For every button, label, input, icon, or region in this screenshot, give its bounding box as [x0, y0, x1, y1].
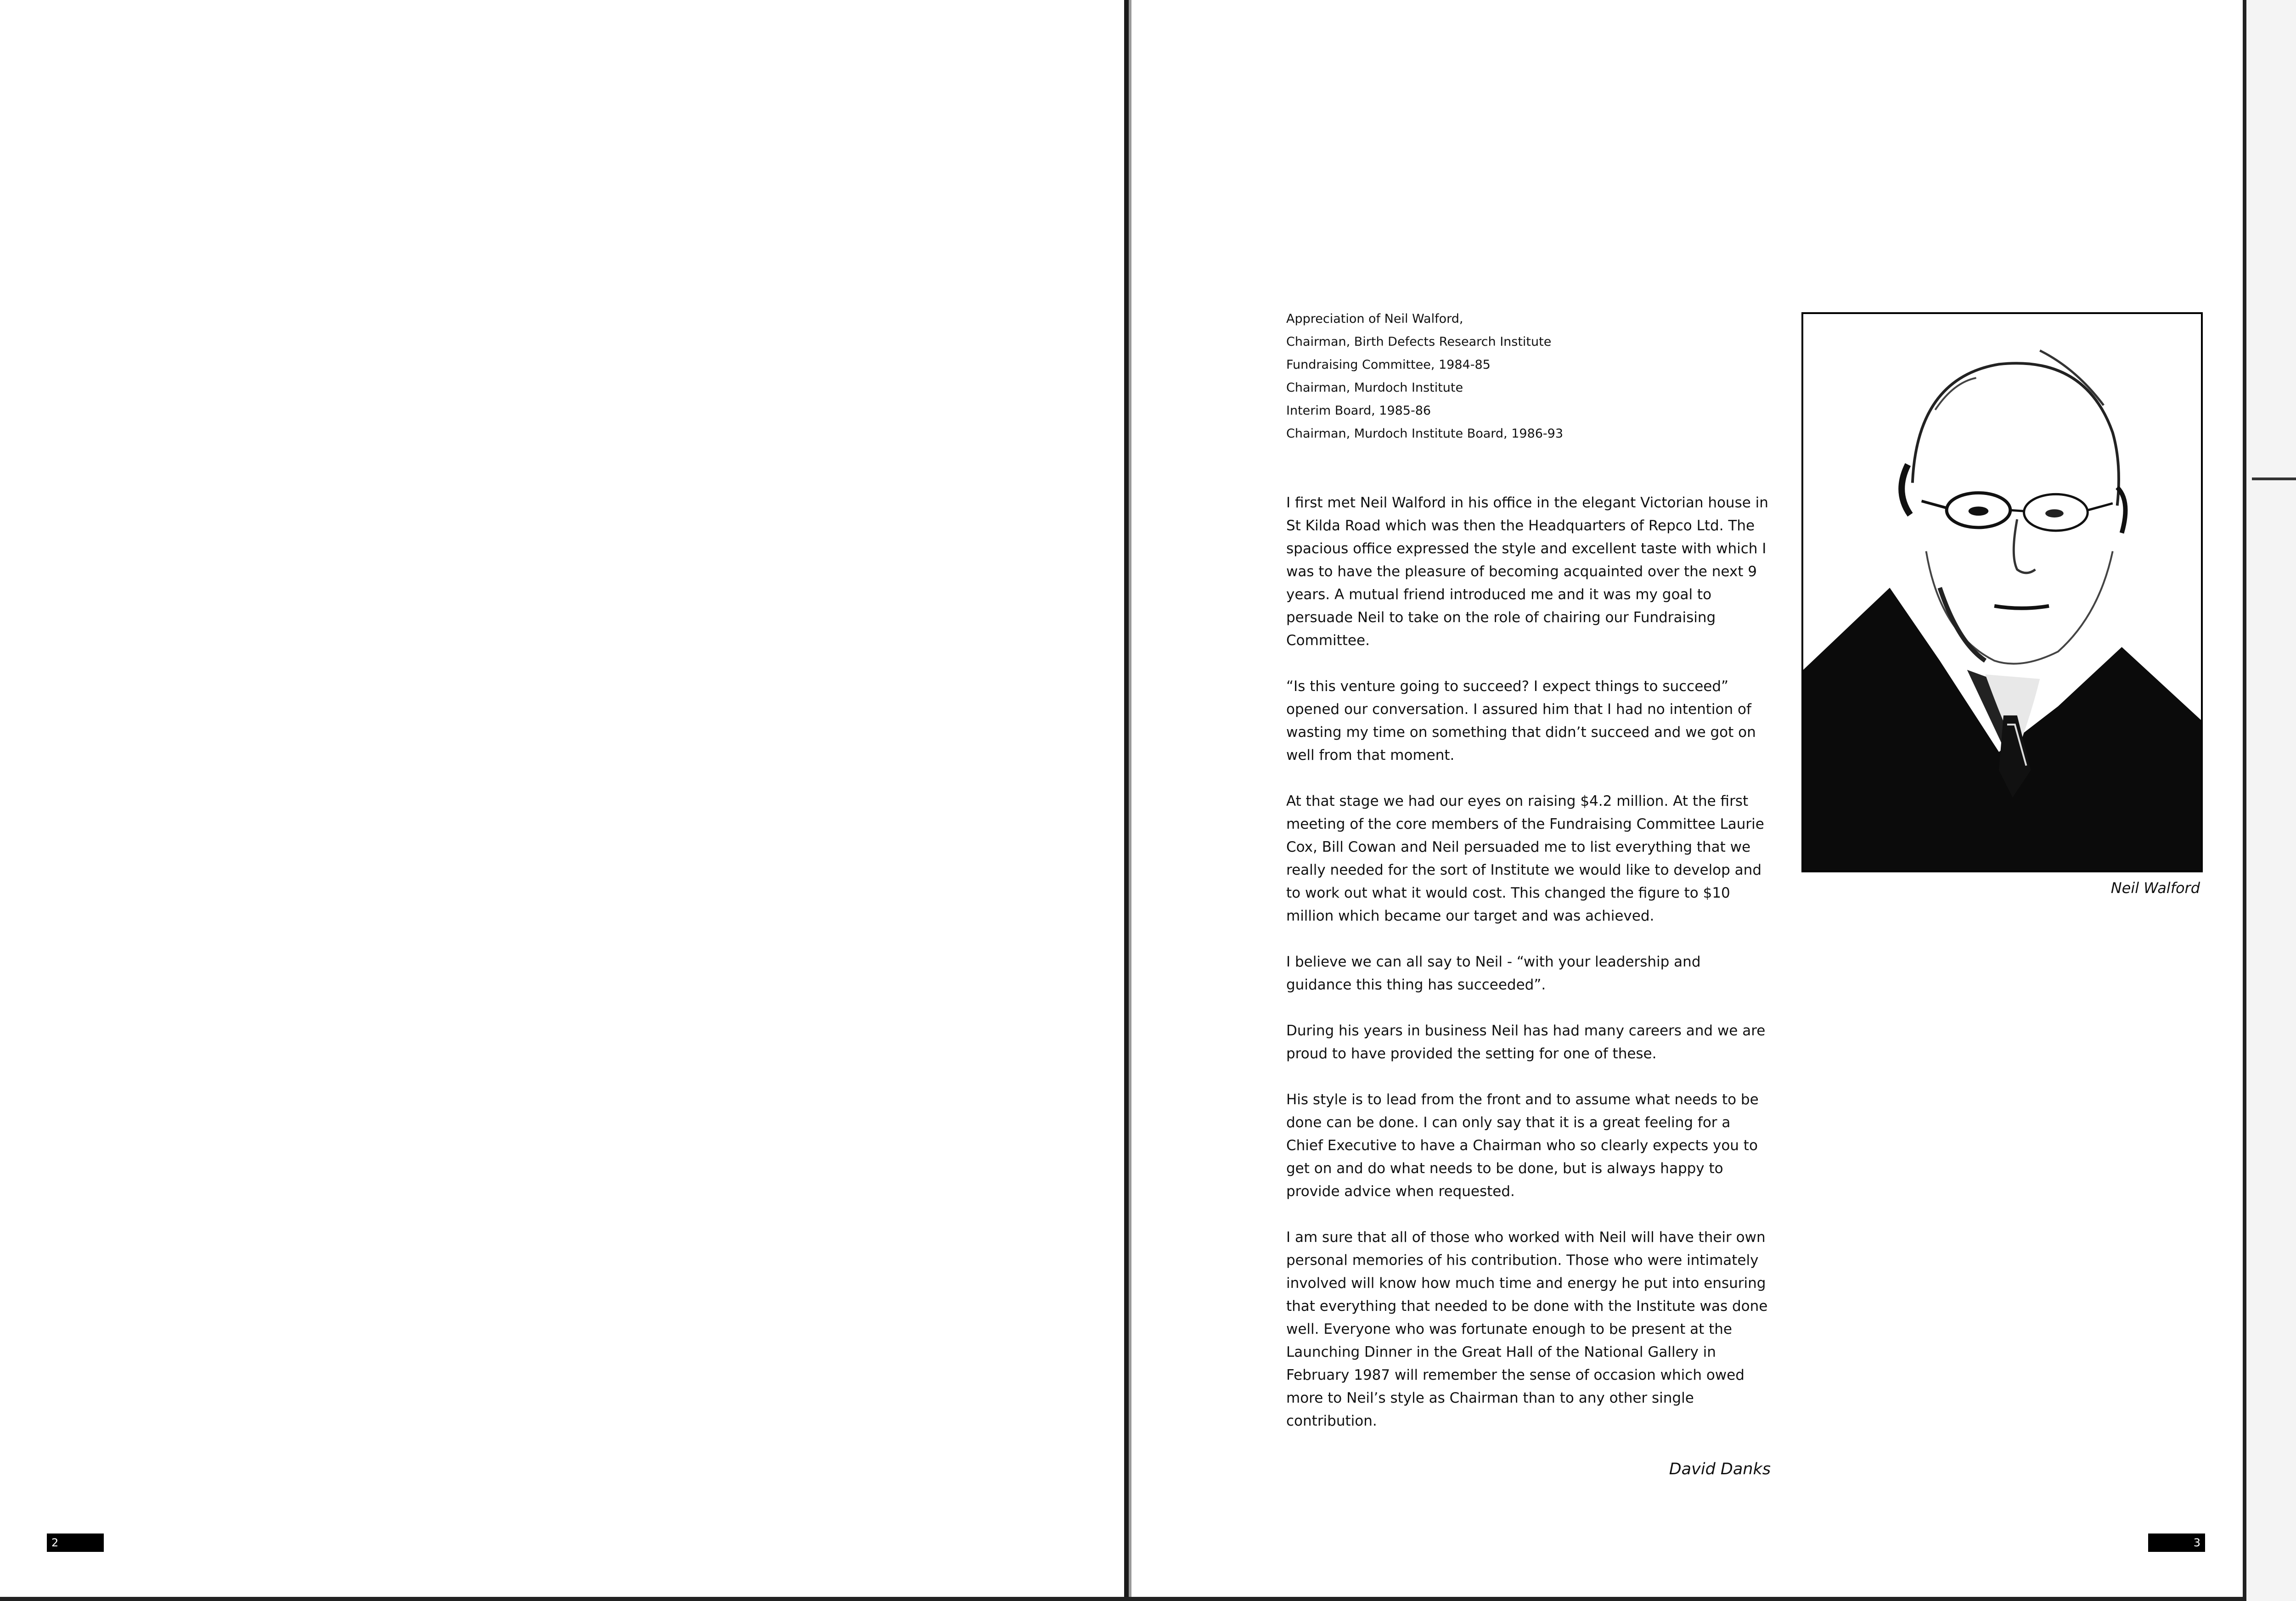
- paragraph: His style is to lead from the front and to assume what needs to be done can be done. I can only say that it is a great feeling for a Chief Executive to have a Chairman who so clearly expects you to get on and do what needs to be done, but is always happy to provide advice when requested.: [1286, 1091, 1759, 1200]
- appreciation-heading: [1286, 308, 1699, 445]
- portrait-photo: [1801, 312, 2203, 872]
- photo-caption: Neil Walford: [2110, 879, 2200, 897]
- scan-edge-line: [2252, 477, 2296, 480]
- heading-line: Interim Board, 1985-86: [1286, 404, 1431, 418]
- paragraph: I believe we can all say to Neil - “with your leadership and guidance this thing has succeeded”.: [1286, 954, 1701, 993]
- bottom-edge: [0, 1597, 2246, 1601]
- page-number-right: 3: [2148, 1534, 2205, 1552]
- page-number-left: 2: [47, 1534, 104, 1552]
- heading-line: Chairman, Murdoch Institute: [1286, 381, 1463, 395]
- page-edge: [2243, 0, 2246, 1601]
- signature: David Danks: [1669, 1460, 1771, 1478]
- left-page: [0, 0, 1127, 1601]
- scan-edge-strip: [2246, 0, 2296, 1601]
- heading-line: Appreciation of Neil Walford,: [1286, 312, 1463, 326]
- portrait-illustration: [1803, 314, 2201, 871]
- heading-line: Chairman, Birth Defects Research Institute: [1286, 335, 1552, 349]
- paragraph: At that stage we had our eyes on raising $4.2 million. At the first meeting of the core members of the Fundraising Committee Laurie Cox, Bill Cowan and Neil persuaded me to list everything that we really needed for the sort of Institute we would like to develop and to work out what it would cost. This changed the figure to $10 million which became our target and was achieved.: [1286, 793, 1764, 924]
- heading-line: Chairman, Murdoch Institute Board, 1986-93: [1286, 427, 1564, 441]
- body-text: [1286, 491, 1768, 1455]
- book-gutter: [1124, 0, 1129, 1601]
- heading-line: Fundraising Committee, 1984-85: [1286, 358, 1491, 372]
- paragraph: I first met Neil Walford in his office in the elegant Victorian house in St Kilda Road which was then the Headquarters of Repco Ltd. The spacious office expressed the style and excellent taste with which I was to have the pleasure of becoming acquainted over the next 9 years. A mutual friend introduced me and it was my goal to persuade Neil to take on the role of chairing our Fundraising Committee.: [1286, 494, 1768, 649]
- paragraph: I am sure that all of those who worked with Neil will have their own personal memories of his contribution. Those who were intimately involved will know how much time and energy he put into ensuring that everything that needed to be done with the Institute was done well. Everyone who was fortunate enough to be present at the Launching Dinner in the Great Hall of the National Gallery in February 1987 will remember the sense of occasion which owed more to Neil’s style as Chairman than to any other single contribution.: [1286, 1229, 1768, 1429]
- paragraph: “Is this venture going to succeed? I expect things to succeed” opened our conversation. I assured him that I had no intention of wasting my time on something that didn’t succeed and we got on well from that moment.: [1286, 678, 1756, 764]
- paragraph: During his years in business Neil has had many careers and we are proud to have provided the setting for one of these.: [1286, 1022, 1766, 1062]
